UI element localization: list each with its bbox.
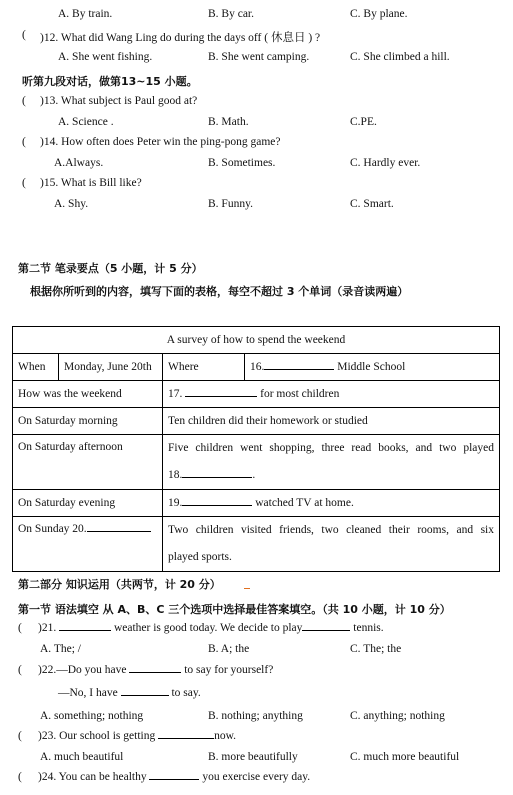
q23-paren[interactable]: (: [18, 730, 22, 742]
row-17-suffix: for most children: [257, 388, 340, 400]
section9-heading: 听第九段对话，做第13~15 小题。: [22, 75, 198, 88]
blank-17[interactable]: [185, 396, 257, 397]
q15-stem: )15. What is Bill like?: [40, 177, 142, 189]
q24-stem-a: )24. You can be healthy: [38, 771, 150, 783]
q22-option-b: B. nothing; anything: [208, 710, 303, 722]
row-afternoon-text: Five children went shopping, three read books, and two played: [168, 442, 494, 454]
q22-option-c: C. anything; nothing: [350, 710, 445, 722]
q21-stem-a: )21.: [38, 622, 60, 634]
q21-stem-b: weather is good today. We decide to play: [111, 622, 303, 634]
q21-stem-c: tennis.: [350, 622, 384, 634]
row-17-prefix: 17.: [168, 388, 186, 400]
q13-option-b: B. Math.: [208, 116, 249, 128]
q22-stem-b: to say for yourself?: [181, 664, 274, 676]
q21-paren[interactable]: (: [18, 622, 22, 634]
q13-stem: )13. What subject is Paul good at?: [40, 95, 198, 107]
q12-paren[interactable]: (: [22, 29, 26, 41]
row-19-cell: [163, 490, 500, 517]
notes-section-heading: 第二节 笔录要点（5 小题，计 5 分）: [18, 262, 203, 275]
q14-option-b: B. Sometimes.: [208, 157, 276, 169]
q15-option-c: C. Smart.: [350, 198, 394, 210]
row-afternoon-label: On Saturday afternoon: [13, 435, 163, 490]
q12-option-c: C. She climbed a hill.: [350, 51, 450, 63]
q22-stem-a: )22.—Do you have: [38, 664, 130, 676]
when-label: When: [13, 354, 59, 381]
survey-table: [12, 326, 500, 572]
q23-option-b: B. more beautifully: [208, 751, 298, 763]
edit-mark-icon: [244, 583, 250, 589]
row-19-suffix: watched TV at home.: [252, 497, 354, 509]
row-morning-text: Ten children did their homework or studied: [163, 408, 500, 435]
blank-19[interactable]: [182, 505, 252, 506]
q11-option-a: A. By train.: [58, 8, 113, 20]
grammar-section-heading: 第一节 语法填空 从 A、B、C 三个选项中选择最佳答案填空。（共 10 小题，计 10 分）: [18, 603, 451, 616]
when-value: Monday, June 20th: [59, 354, 163, 381]
row-17-label: How was the weekend: [13, 381, 163, 408]
q23-stem: [38, 730, 236, 742]
q21-stem: [38, 622, 384, 634]
q15-option-b: B. Funny.: [208, 198, 253, 210]
blank-16[interactable]: [264, 369, 334, 370]
q14-stem: )14. How often does Peter win the ping-pong game?: [40, 136, 281, 148]
q12-stem: )12. What did Wang Ling do during the days off ( 休息日 ) ?: [40, 32, 321, 44]
q15-option-a: A. Shy.: [54, 198, 89, 210]
q13-paren[interactable]: (: [22, 95, 26, 107]
row-18-end: .: [252, 469, 256, 481]
q21-option-c: C. The; the: [350, 643, 402, 655]
q22-line2-b: to say.: [168, 687, 201, 699]
row-18-number: 18.: [168, 469, 183, 481]
row-sunday-label-cell: [13, 517, 163, 572]
row-afternoon-cell: [163, 435, 500, 490]
where-suffix: Middle School: [334, 361, 406, 373]
blank-20[interactable]: [87, 531, 151, 532]
q13-option-c: C.PE.: [350, 116, 377, 128]
q12-option-a: A. She went fishing.: [58, 51, 153, 63]
q14-option-a: A.Always.: [54, 157, 104, 169]
q13-option-a: A. Science .: [58, 116, 114, 128]
row-evening-label: On Saturday evening: [13, 490, 163, 517]
q21-blank-1[interactable]: [59, 630, 111, 631]
q21-option-a: A. The; /: [40, 643, 81, 655]
q24-blank[interactable]: [149, 779, 199, 780]
row-19-prefix: 19.: [168, 497, 183, 509]
q23-option-a: A. much beautiful: [40, 751, 124, 763]
q11-option-b: B. By car.: [208, 8, 254, 20]
part2-heading: 第二部分 知识运用（共两节，计 20 分）: [18, 578, 221, 591]
q22-blank-2[interactable]: [121, 695, 169, 696]
q22-blank-1[interactable]: [129, 672, 181, 673]
row-17-cell: [163, 381, 500, 408]
where-number: 16.: [250, 361, 265, 373]
row-morning-label: On Saturday morning: [13, 408, 163, 435]
q22-line2-a: —No, I have: [58, 687, 121, 699]
q12-option-b: B. She went camping.: [208, 51, 310, 63]
blank-18[interactable]: [182, 477, 252, 478]
survey-title: A survey of how to spend the weekend: [13, 327, 500, 354]
q23-stem-b: now.: [214, 730, 237, 742]
q22-option-a: A. something; nothing: [40, 710, 144, 722]
q23-stem-a: )23. Our school is getting: [38, 730, 159, 742]
row-sunday-text2: played sports.: [168, 551, 232, 563]
q24-stem-b: you exercise every day.: [199, 771, 311, 783]
row-sunday-cell: [163, 517, 500, 572]
q22-paren[interactable]: (: [18, 664, 22, 676]
q11-option-c: C. By plane.: [350, 8, 408, 20]
row-sunday-text: Two children visited friends, two cleaned their rooms, and six: [168, 524, 494, 536]
q22-stem: [38, 664, 273, 676]
q23-blank[interactable]: [158, 738, 214, 739]
q24-paren[interactable]: (: [18, 771, 22, 783]
q23-option-c: C. much more beautiful: [350, 751, 460, 763]
row-sunday-label: On Sunday 20.: [18, 523, 87, 535]
where-label: Where: [163, 354, 245, 381]
q22-line2: [58, 687, 201, 699]
notes-instruction: 根据你所听到的内容，填写下面的表格，每空不超过 3 个单词（录音读两遍）: [30, 285, 409, 298]
q24-stem: [38, 771, 310, 783]
q14-option-c: C. Hardly ever.: [350, 157, 421, 169]
q14-paren[interactable]: (: [22, 136, 26, 148]
where-cell: [245, 354, 500, 381]
q15-paren[interactable]: (: [22, 177, 26, 189]
q21-blank-2[interactable]: [302, 630, 350, 631]
q21-option-b: B. A; the: [208, 643, 250, 655]
